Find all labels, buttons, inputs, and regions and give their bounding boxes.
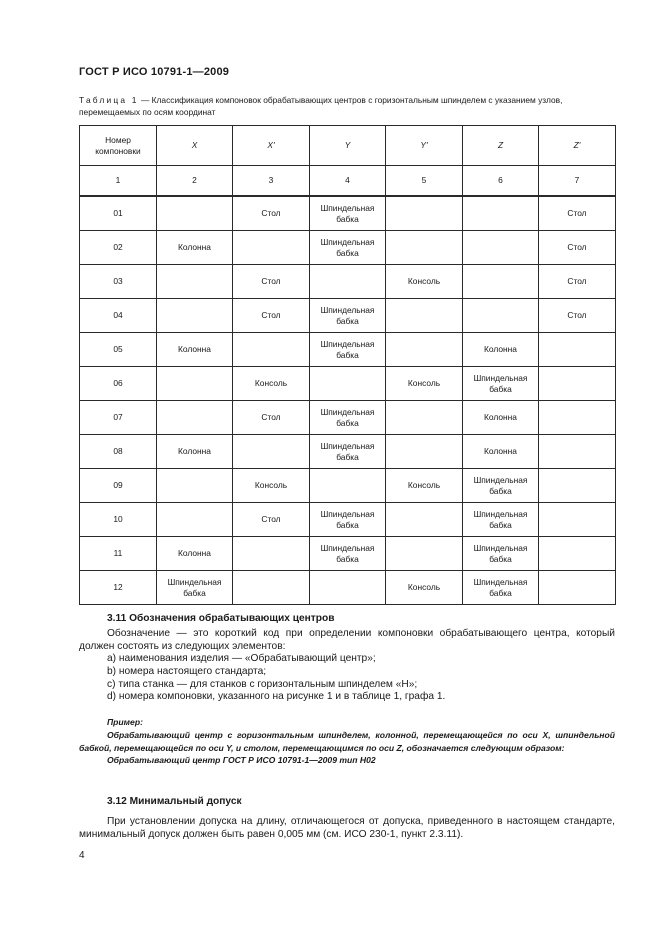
table-cell: Шпиндельная бабка [463,503,539,537]
table-cell: Колонна [157,537,233,571]
table-cell [539,435,616,469]
layout-number-cell: 04 [80,299,157,333]
layout-number-cell: 02 [80,231,157,265]
table-row [80,299,616,333]
table-cell: Стол [539,265,616,299]
table-cell [157,367,233,401]
table-cell: Консоль [233,469,310,503]
header-axis: Y' [386,126,463,166]
table-cell: Стол [233,401,310,435]
table-cell [310,469,386,503]
table-cell: Консоль [233,367,310,401]
table-cell: Стол [233,196,310,231]
table-cell: Колонна [157,435,233,469]
header-axis: Z' [539,126,616,166]
table-cell [310,367,386,401]
table-cell [233,537,310,571]
table-cell [539,571,616,605]
table-cell: Шпиндельная бабка [310,537,386,571]
table-cell: Шпиндельная бабка [463,571,539,605]
table-column-number-row [80,166,616,197]
column-number: 5 [386,166,463,197]
table-row [80,503,616,537]
document-header: ГОСТ Р ИСО 10791-1—2009 [79,66,230,78]
table-row [80,367,616,401]
table-cell: Шпиндельная бабка [463,367,539,401]
header-axis: X [157,126,233,166]
table-cell: Колонна [463,333,539,367]
table-cell [310,571,386,605]
example-designation: Обрабатывающий центр ГОСТ Р ИСО 10791-1—2009 тип H02 [107,755,376,766]
table-cell [386,435,463,469]
table-cell: Стол [539,196,616,231]
table-cell [386,231,463,265]
table-cell: Колонна [157,231,233,265]
section-3-12-title: 3.12 Минимальный допуск [107,796,242,807]
table-cell [539,333,616,367]
table-cell [310,265,386,299]
table-cell: Стол [539,299,616,333]
table-caption-label: Таблица 1 [79,95,139,105]
table-cell [386,503,463,537]
table-cell [157,401,233,435]
table-cell: Шпиндельная бабка [310,401,386,435]
table-cell [539,503,616,537]
page-number: 4 [79,850,85,861]
table-cell [539,469,616,503]
table-row [80,333,616,367]
table-cell [233,435,310,469]
layout-number-cell: 11 [80,537,157,571]
table-cell: Консоль [386,265,463,299]
table-row [80,537,616,571]
column-number: 7 [539,166,616,197]
table-cell: Колонна [463,401,539,435]
layout-number-cell: 03 [80,265,157,299]
table-cell [463,299,539,333]
table-row [80,571,616,605]
layout-number-cell: 01 [80,196,157,231]
table-header-row [80,126,616,166]
example-text: Обрабатывающий центр с горизонтальным шпинделем, колонной, перемещающейся по оси X, шпиндельной бабкой, перемещающейся по оси Y, и столом, перемещающимся по оси Z, обозначается следующим образом: [79,729,615,753]
layout-number-cell: 07 [80,401,157,435]
table-cell: Консоль [386,469,463,503]
layout-number-cell: 09 [80,469,157,503]
table-cell: Стол [233,265,310,299]
section-3-11-intro: Обозначение — это короткий код при определении компоновки обрабатывающего центра, который должен состоять из следующих элементов: [79,628,615,653]
table-cell: Шпиндельная бабка [463,537,539,571]
table-cell [539,537,616,571]
list-item: b) номера настоящего стандарта; [107,665,267,677]
example-label: Пример: [107,717,143,727]
table-row [80,435,616,469]
example-block [79,716,615,767]
table-cell: Шпиндельная бабка [310,196,386,231]
table-cell: Стол [233,299,310,333]
column-number: 3 [233,166,310,197]
table-cell [157,469,233,503]
table-row [80,469,616,503]
list-item: d) номера компоновки, указанного на рисунке 1 и в таблице 1, графа 1. [107,691,446,703]
table-caption [79,95,614,118]
layout-number-cell: 05 [80,333,157,367]
section-3-11-list [107,653,445,704]
column-number: 4 [310,166,386,197]
table-cell [386,333,463,367]
table-cell: Стол [539,231,616,265]
list-item: c) типа станка — для станков с горизонтальным шпинделем «H»; [107,678,418,690]
layout-classification-table [79,125,616,605]
table-cell: Стол [233,503,310,537]
table-row [80,265,616,299]
table-cell [539,367,616,401]
list-item: a) наименования изделия — «Обрабатывающий центр»; [107,653,376,664]
table-cell: Шпиндельная бабка [310,231,386,265]
column-number: 2 [157,166,233,197]
header-axis: X' [233,126,310,166]
table-cell [233,571,310,605]
table-cell [157,196,233,231]
table-caption-text: — Классификация компоновок обрабатывающих центров с горизонтальным шпинделем с указанием узлов, перемещаемых по осям координат [79,95,563,117]
table-cell [463,196,539,231]
layout-number-cell: 06 [80,367,157,401]
table-cell [463,231,539,265]
table-cell: Шпиндельная бабка [310,333,386,367]
header-layout-number: Номер компоновки [80,126,157,166]
table-cell: Шпиндельная бабка [310,299,386,333]
table-cell: Шпиндельная бабка [310,435,386,469]
section-3-11-title: 3.11 Обозначения обрабатывающих центров [107,613,335,624]
table-cell: Шпиндельная бабка [463,469,539,503]
layout-number-cell: 10 [80,503,157,537]
table-cell [233,231,310,265]
column-number: 1 [80,166,157,197]
table-cell: Колонна [463,435,539,469]
table-cell [539,401,616,435]
header-axis: Z [463,126,539,166]
table-row [80,196,616,231]
layout-number-cell: 08 [80,435,157,469]
table-cell: Консоль [386,367,463,401]
table-cell: Шпиндельная бабка [310,503,386,537]
table-cell [157,299,233,333]
table-cell [463,265,539,299]
table-cell [157,265,233,299]
table-row [80,401,616,435]
table-cell: Колонна [157,333,233,367]
table-cell: Шпиндельная бабка [157,571,233,605]
table-cell [386,299,463,333]
table-cell: Консоль [386,571,463,605]
layout-number-cell: 12 [80,571,157,605]
table-cell [233,333,310,367]
header-axis: Y [310,126,386,166]
table-cell [386,401,463,435]
section-3-12-text: При установлении допуска на длину, отличающегося от допуска, приведенного в настоящем стандарте, минимальный допуск должен быть равен 0,005 мм (см. ИСО 230-1, пункт 2.3.11). [79,816,615,841]
table-cell [386,196,463,231]
table-cell [157,503,233,537]
table-row [80,231,616,265]
table-cell [386,537,463,571]
column-number: 6 [463,166,539,197]
